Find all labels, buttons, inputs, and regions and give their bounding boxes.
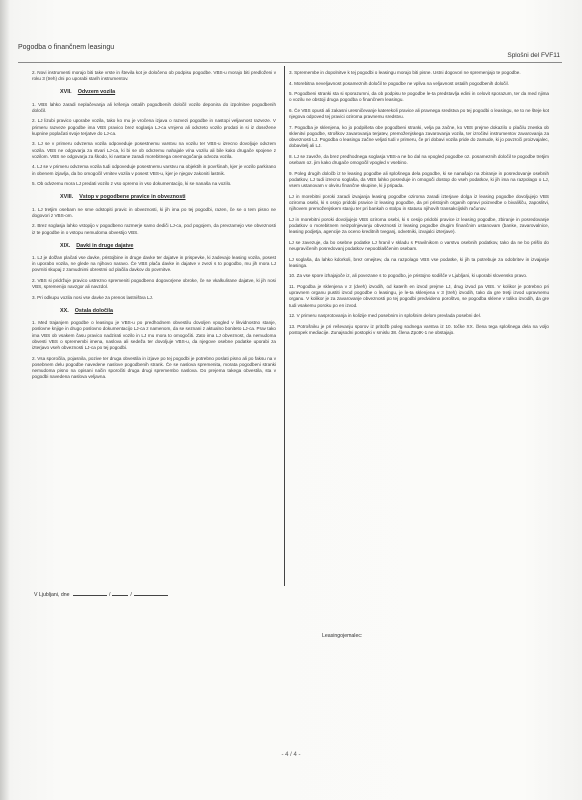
section-title: Odvzem vozila — [77, 89, 116, 96]
section-paragraph: 1. Med trajanjem pogodbe o leasingu je VBS-u po predhodnem obvestilu dovoljen vpogled v likvidnostno stanje, poslovne knjige in drugo poslovno dokumentacijo LJ-ca z namenom, da se seznani z aktualno boniteto LJ-ca. Prav tako ima VBS ob vsakem času pravico nadzirati vozilo in LJ mu mora to omogočiti. Zato ima LJ obveznost, da nemudoma obvesti VBS o spremembi imena, naslova ali sedeža ter dovoljuje VBS-u, da njegove osebne podatke uporabi za izterjavo vseh obveznosti LJ-ca po tej pogodbi. — [32, 320, 276, 351]
section-number: XIX. — [60, 242, 71, 249]
section-heading-xix — [60, 243, 276, 249]
clause-paragraph: 11. Pogodba je sklenjena v 2 (dveh) izvodih, od katerih en izvod prejme LJ, drug izvod pa VBS. V kolikor je potrebno pri upravnem organu pustiti izvod pogodbe o leasingu, je le-ta sklenjena v 3 (treh) izvodih, tako da gre tretji izvod upravnemu organu. V kolikor je za zavarovanje obveznosti po tej pogodbi predvideno poroštvo, se pogodba sklene v toliko izvodih, da gre tudi vsakemu poroku po en izvod. — [289, 283, 549, 308]
clause-paragraph: 5. Pogodbeni stranki sta si sporazumni, da ob podpisu te pogodbe le-ta predstavlja edini in celovit sporazum, ter da med njima o vozilu ne obstoji druga pogodba o finančnem leasingu. — [289, 91, 549, 103]
section-paragraph: 1. VBS lahko zaradi neplačevanja ali kršenja ostalih pogodbenih določil vozilo deponira do izpolnitve pogodbenih določil. — [32, 101, 276, 113]
section-paragraph: 4. LJ se v primeru odvzema vozila tudi odpoveduje posestnemu varstvu na objektih in površinah, kjer je vozilo parkirano in obenem izjavlja, da bo omogočil vrnitev vozila v posest VBS-u, kjer je njegov zakoniti lastnik. — [32, 164, 276, 176]
section-heading-xvii — [60, 89, 276, 95]
clause-paragraph: 3. Spremembe in dopolnitve k tej pogodbi o leasingu morajo biti pisne. Ustni dogovori ne spremenjajo te pogodbe. — [289, 70, 521, 75]
clause-paragraph: 12. V primeru nasprotovanja in kolizije med posebnim in splošnim delom prevlada posebni del. — [289, 313, 482, 319]
lessee-signature-label: Leasingojemalec: — [322, 633, 363, 639]
clause-paragraph: 4. Morebitna neveljavnost posameznih določil te pogodbe ne vpliva na veljavnost ostalih pogodbenih določil. — [289, 80, 509, 86]
header-title: Pogodba o finančnem leasingu — [18, 44, 115, 51]
section-title: Vstop v pogodbene pravice in obveznosti — [79, 194, 186, 201]
clause-paragraph: 13. Potrošniku je pri reševanju sporov iz pritožb poleg sodnega varstva iz 10. točke XX. člena tega splošnega dela na voljo postopek mediacije. Zunajsodni postopki v smislu 38. člena ZpotK-1 ne obstajajo. — [289, 323, 549, 335]
intro-paragraph: 2. Novi instrumenti morajo biti take vrste in števila kot je določeno ob podpisu pogodbe. VBS-u morajo biti predloženi v roku 3 (treh) dni po uporabi starih instrumentov. — [32, 70, 276, 82]
clause-paragraph: 8. LJ se zaveže, da brez predhodnega soglasja VBS-a ne bo dal na vpogled pogodbe oz. posameznih določil te pogodbe tretjim osebam oz. jim kako drugače omogočil vpogled v vsebino. — [289, 153, 549, 166]
clause-paragraph: LJ se zavezuje, da bo osebne podatke LJ hranil v skladu s Pravilnikom o varstvu osebnih podatkov, tako da ne bo prišlo do neupravičenih posredovanj podatkov nepooblaščenim osebam. — [289, 239, 549, 251]
section-paragraph: 2. VBS si pridržuje pravico ustrezno spremeniti pogodbeno dogovorjene obroke, če se vkalkulirane dajatve, ki jih nosi VBS, spremenijo navzgor ali navzdol. — [32, 278, 276, 290]
section-number: XVII. — [60, 89, 72, 96]
section-paragraph: 1. LJ tretjim osebam ne sme odstopiti pravic in obveznosti, ki jih ima po tej pogodbi, razen, če se o tem pisno ne dogovori z VBS-om. — [32, 206, 276, 218]
header-rule — [18, 62, 562, 63]
clause-paragraph: LJ in morebitni poroki zaradi izvajanja leasing pogodbe oziroma zaradi izterjave dolga iz leasing pogodbe dovoljujejo VBS oziroma osebi, ki s osnjo pridobi pravice iz leasing pogodbe, da pri pristojnih organih opravi poizvedbe o bivališču, zaposlitvi, njihovem premoženjskem stanju ter pri bankah o stolpu in statusu njihovih transakcijskih računov. — [289, 193, 549, 212]
clause-paragraph: 6. Če VBS opusti ali zakasni uresničevanje katerekoli pravice ali pravnega sredstva po tej pogodbi o leasingu, se to ne šteje kot njegova odpoved tej pravici oziroma pravnemu sredstvu. — [289, 107, 549, 120]
date-blank-month[interactable] — [112, 590, 128, 596]
section-paragraph: 5. Ob odvzemu mora LJ predati vozilo z vso opremo in vso dokumentacijo, ki se nanaša na vozilo. — [32, 181, 232, 187]
section-paragraph: 2. Vsa sporočila, pojasnila, pozive ter druga obvestila in izjave po tej pogodbi je potrebno poslati pisno ali po faksu na v posebnem delu pogodbe navedene naslove pogodbenih strank. Če se naslova spremenita, morata pogodbeni stranki nemudoma pisno na opisani način sporočiti druga drugi spremembo naslova. Do prejema takega obvestila, sta v pogodbi navedena naslova veljavna. — [32, 355, 276, 380]
place-date-label: V Ljubljani, dne — [34, 592, 70, 598]
signature-place-date: V Ljubljani, dne / / — [34, 590, 170, 598]
section-title: Davki in druge dajatve — [76, 242, 134, 249]
date-blank-year[interactable] — [134, 590, 168, 596]
left-column — [32, 70, 276, 385]
section-paragraph: 2. LJ lizubi pravico uporabe vozila, tako ko mu je vročena izjava o razvezi pogodbe in nastopi veljavnost razveze. V primeru razveze pogodbe ima VBS pravico brez soglasja LJ-ca vrnjeno ali odvzeto vozilo prodati in si iz dosežene kupnine poplačati svoje terjatve do LJ-ca. — [32, 118, 276, 136]
section-paragraph: 2. Brez soglasja lahko vstopijo v pogodbeno razmerje samo dediči LJ-ca, pod pogojem, da prevzamejo vse obveznosti iz te pogodbe in o vstopu nemudoma obvestijo VBS. — [32, 223, 276, 235]
section-heading-xx — [60, 308, 276, 314]
header-form-code: Splošni del FVF11 — [507, 52, 560, 59]
clause-paragraph: LJ soglaša, da lahko kdorkoli, brez omejitev, da na razpolago VBS vse podatke, ki jih ta potrebuje za odobritev in izvajanje leasinga. — [289, 256, 549, 268]
clause-paragraph: 9. Poleg drugih določb iz te leasing pogodbe ali splošnega dela pogodbe, ki se nanašajo na zbiranje in posredovanje osebnih podatkov, LJ tudi izrecno soglaša, da VBS lahko posreduje in omogoči dostop do vseh podatkov, ki jih ima na razpolago o LJ, vsem ustanovam v okviru finančne skupine, ki ji pripada. — [289, 170, 549, 189]
section-paragraph: 3. Pri odkupu vozila nosi vse davke za prenos lastništva LJ. — [32, 294, 154, 300]
clause-paragraph: 10. Za vse spore izhajajoče iz, ali povezane s to pogodbo, je pristojno sodišče v Ljubljani, ki uporabi slovensko pravo. — [289, 273, 528, 279]
section-title: Ostala določila — [74, 308, 114, 315]
clause-paragraph: LJ in morebitni poroki dovoljujejo VBS oziroma osebi, ki s cesijo pridobi pravice iz leasing pogodbe, zbiranje in posredovanje podatkov o morebitnem neizpolnjevanju obveznosti iz leasing pogodbe drugim finančnim ustanovam (banke, zavarovalnice, leasing podjetja, agencije za oceno kreditnih tveganj, odvetniki, izvajalci izterjave). — [289, 216, 549, 235]
section-paragraph: 3. LJ se v primeru odvzema vozila odpoveduje posestnemu varstvu na vozilu ter VBS-u izrecno dovoljuje odvzem vozila. VBS ne odgovarja za stvari LJ-ca, ki bi se ob odvzemu nahajale v/na vozilu ali bile kako drugače spojene z vozilom. VBS ne odgovarja za škodo, ki nastane zaradi morebitnega onemogočanja odvoza vozila. — [32, 141, 276, 159]
date-blank-day[interactable] — [73, 590, 107, 596]
page-number: - 4 / 4 - — [281, 752, 301, 758]
column-divider — [284, 66, 285, 586]
section-number: XX. — [60, 308, 69, 315]
section-heading-xviii — [60, 194, 276, 200]
scan-edge-shadow — [0, 0, 10, 800]
section-paragraph: 1. LJ je dolžan plačati vse davke, pristojbine in druge davke ter dajatve in prispevke, ki zadevajo leasing vozila, posest in uporabo vozila, ne glede na njihovo naravo. Če VBS plača davke in dajatve v zvezi s to pogodbo, mu jih mora LJ povrniti skupaj z zamudnimi obrestmi od plačila davkov do povrnitve. — [32, 255, 276, 273]
right-column — [289, 70, 549, 341]
section-number: XVIII. — [60, 194, 74, 201]
clause-paragraph: 7. Pogodba je sklenjena, ko jo podpišeta obe pogodbeni stranki, velja pa začne, ko VBS prejme dokazilo o plačilu zneska ob sklenitvi pogodbe, stroškov zavarovanja terjatev, premoženjskega zavarovanja vozila, ter izročitvi instrumentov zavarovanja za obveznosti LJ. Pogodba o leasingu začne veljati tudi v primeru, če pri dobavi vozila pride do zamude, ki jo povzroči proizvajalec, dobavitelj ali LJ. — [289, 124, 549, 149]
